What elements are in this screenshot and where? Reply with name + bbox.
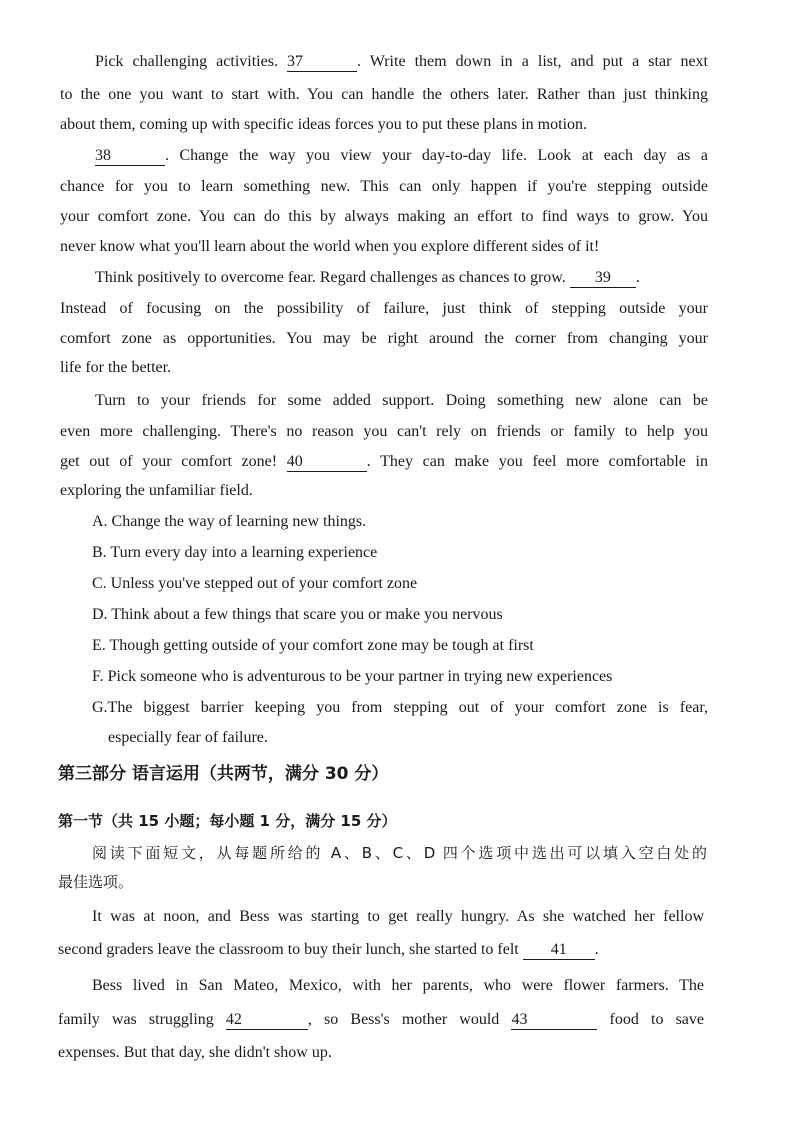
instruction-line-1: 阅读下面短文，从每题所给的 A、B、C、D 四个选项中选出可以填入空白处的 — [92, 844, 707, 862]
option-g-line-1: G.The biggest barrier keeping you from stepping out of your comfort zone is fear, — [92, 699, 708, 716]
cloze-p2-line-2: family was struggling 42 , so Bess's mother would 43 food to save — [58, 1011, 705, 1028]
option-d: D. Think about a few things that scare you or make you nervous — [92, 606, 503, 623]
blank-43: 43 — [511, 1011, 597, 1030]
blank-42: 42 — [226, 1011, 308, 1030]
option-g-line-2: especially fear of failure. — [108, 729, 268, 746]
instruction-line-2: 最佳选项。 — [58, 873, 134, 891]
cloze-p1-line-2: second graders leave the classroom to buy their lunch, she started to felt 41 . — [58, 941, 599, 958]
cloze-p1-line-1: It was at noon, and Bess was starting to get really hungry. As she watched her fellow — [92, 908, 704, 925]
blank-41: 41 — [523, 941, 595, 960]
p3-line-1: Think positively to overcome fear. Regard challenges as chances to grow. 39 . — [95, 269, 640, 286]
cloze-p2-line-1: Bess lived in San Mateo, Mexico, with her parents, who were flower farmers. The — [92, 977, 704, 994]
p2-line-3: your comfort zone. You can do this by always making an effort to find ways to grow. You — [60, 208, 708, 225]
option-c: C. Unless you've stepped out of your comfort zone — [92, 575, 418, 592]
option-e: E. Though getting outside of your comfort zone may be tough at first — [92, 637, 534, 654]
p3-line-2: Instead of focusing on the possibility of failure, just think of stepping outside your — [60, 300, 708, 317]
p4-line-1: Turn to your friends for some added support. Doing something new alone can be — [95, 392, 708, 409]
blank-39: 39 — [570, 269, 636, 288]
option-b: B. Turn every day into a learning experience — [92, 544, 378, 561]
p2-line-4: never know what you'll learn about the world when you explore different sides of it! — [60, 238, 600, 255]
option-f: F. Pick someone who is adventurous to be your partner in trying new experiences — [92, 668, 613, 685]
p3-line-3: comfort zone as opportunities. You may be right around the corner from changing your — [60, 330, 708, 347]
p4-line-2: even more challenging. There's no reason you can't rely on friends or family to help you — [60, 423, 708, 440]
p1-line-3: about them, coming up with specific ideas forces you to put these plans in motion. — [60, 116, 588, 133]
option-a: A. Change the way of learning new things. — [92, 513, 367, 530]
p2-line-1: 38 . Change the way you view your day-to-day life. Look at each day as a — [95, 147, 708, 164]
section-3-title: 第三部分 语言运用（共两节，满分 30 分） — [58, 764, 389, 784]
p1-line-1: Pick challenging activities. 37 . Write them down in a list, and put a star next — [95, 53, 708, 70]
p1-line-2: to the one you want to start with. You can handle the others later. Rather than just thinking — [60, 86, 708, 103]
p2-line-2: chance for you to learn something new. This can only happen if you're stepping outside — [60, 178, 708, 195]
cloze-p2-line-3: expenses. But that day, she didn't show up. — [58, 1044, 332, 1061]
blank-38: 38 — [95, 147, 165, 166]
section-3-part-1-title: 第一节（共 15 小题；每小题 1 分，满分 15 分） — [58, 812, 397, 830]
p4-line-3: get out of your comfort zone! 40 . They can make you feel more comfortable in — [60, 453, 709, 470]
blank-40: 40 — [287, 453, 367, 472]
p4-line-4: exploring the unfamiliar field. — [60, 482, 253, 499]
p3-line-4: life for the better. — [60, 359, 172, 376]
blank-37: 37 — [287, 53, 357, 72]
